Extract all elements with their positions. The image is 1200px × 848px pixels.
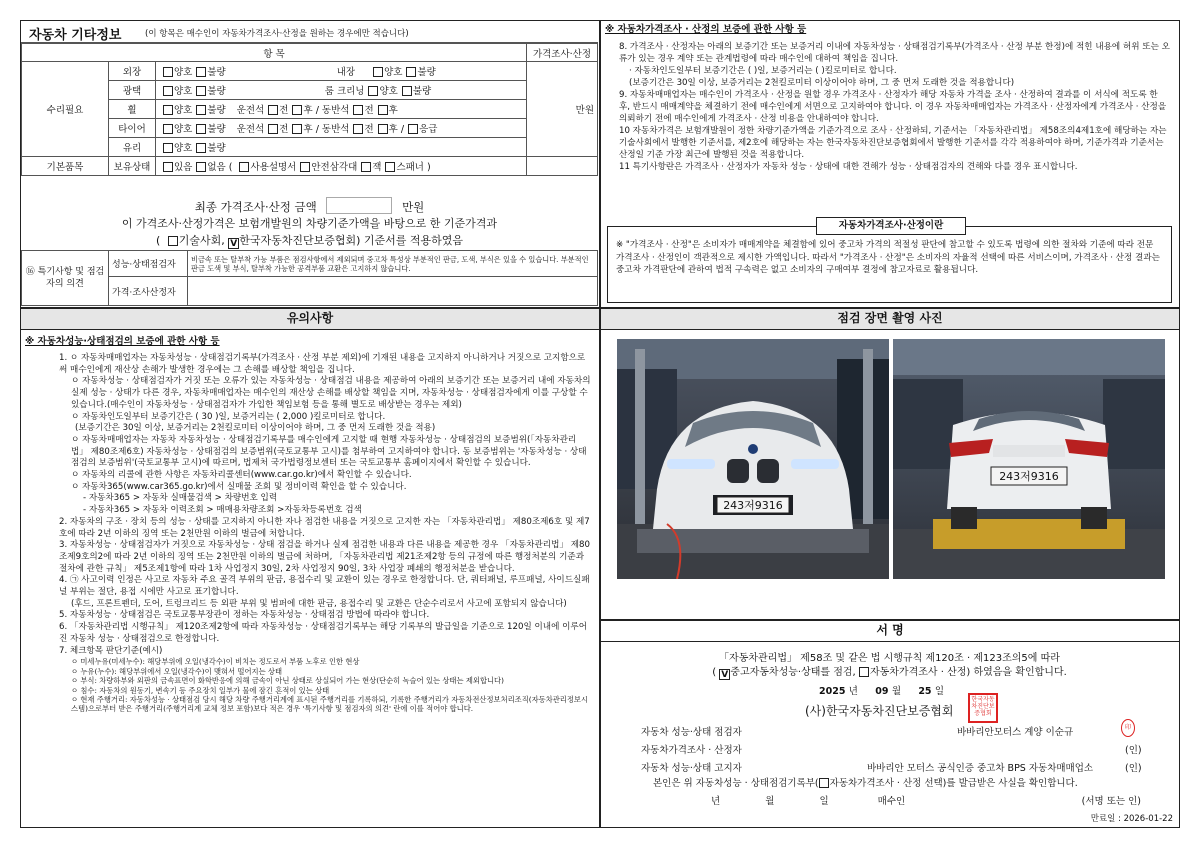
- note-4b: (후드, 프론트펜더, 도어, 트렁크리드 등 외판 부위 및 범퍼에 대한 판금, 용접수리 및 교환은 단순수리로서 사고에 포함되지 않습니다): [71, 598, 567, 609]
- wheel-passenger-rear-checkbox[interactable]: [378, 105, 388, 115]
- sig-date: 2025 년 09 월 25 일: [819, 686, 945, 697]
- notes-body: [59, 353, 591, 714]
- exterior-options: 양호 불량 내장 양호 불량: [156, 62, 527, 81]
- sig-price-label: 자동차가격조사 · 산정자: [641, 745, 742, 756]
- note-3: 3. 자동차성능 · 상태점검자가 거짓으로 자동차성능 · 상태 점검을 하거나 실제 점검한 내용과 다른 내용을 제공한 경우 「자동차관리법」 제80조제9호의2에 따라 2년 이하의 징역 또는 2천만원 이하의 벌금에 처하며, 「자동차관리법 제21조제2항 등의 규정에 따른 행정처분의 기준과 절차에 관한 규칙」 제5조제1항에 따라 1차 사업정지 30일, 2차 사업정지 90일, 3차 사업장 폐쇄의 행정처분을 받습니다.: [59, 540, 590, 574]
- final-price-label: 최종 가격조사·산정 금액: [194, 200, 317, 214]
- none-checkbox[interactable]: [196, 162, 206, 172]
- note-2: 2. 자동차의 구조 · 장치 등의 성능 · 상태를 고지하지 아니한 자나 점검한 내용을 거짓으로 고지한 자는 「자동차관리법」 제80조제6호 및 제7호에 따라 2년 이하의 징역 또는 2천만원 이하의 벌금에 처합니다.: [59, 516, 590, 539]
- note-7e: ㅇ 현재 주행거리: 자동차성능 · 상태점검 당시 해당 차량 주행거리계에 표시된 주행거리를 기록하되, 기록한 주행거리가 자동차전산정보처리조직(자동차관리정보시스템)으로부터 받은 주행거리(주행거리계 교체 정보 포함)보다 적은 경우 '특기사항 및 점검자의 의견' 란에 이를 적어야 합니다.: [71, 694, 588, 714]
- gloss-options: 양호 불량 룸 크리닝 양호 불량: [156, 81, 527, 100]
- rear-car-image: [893, 339, 1165, 579]
- notes-panel: [20, 308, 600, 828]
- front-car-image: [617, 339, 889, 579]
- sign-or-seal: (서명 또는 인): [1081, 796, 1141, 807]
- sig-inspector-name: 바바리안모터스 계양 이순규: [957, 727, 1074, 738]
- other-info-note: (이 항목은 매수인이 자동차가격조사·산정을 원하는 경우에만 적습니다): [145, 29, 409, 39]
- jack-checkbox[interactable]: [361, 162, 371, 172]
- col-price-header: 가격조사·산정: [527, 44, 598, 62]
- other-info-title: 자동차 기타정보: [29, 28, 122, 43]
- tire-driver-front-checkbox[interactable]: [268, 124, 278, 134]
- signature-header: 서 명: [601, 621, 1179, 642]
- have-checkbox[interactable]: [163, 162, 173, 172]
- price-warranty-panel: [600, 20, 1180, 308]
- interior-good-checkbox[interactable]: [373, 67, 383, 77]
- note-1g: ㅇ 자동차365(www.car365.go.kr)에서 실매물 조회 및 정비이력 확인을 할 수 있습니다.: [71, 481, 407, 492]
- notes-header: 유의사항: [21, 309, 599, 330]
- price-definition-title: 자동차가격조사·산정이란: [816, 217, 966, 235]
- expiry-date: 만료일 : 2026-01-22: [1090, 814, 1173, 824]
- receipt-price-checkbox[interactable]: [819, 778, 829, 788]
- price-item-8-b: (보증기간은 30일 이상, 보증거리는 2천킬로미터 이상이어야 하며, 그 중 먼저 도래한 것을 적용합니다): [629, 78, 1015, 88]
- sig-notifier-name: 바바리안 모터스 공식인증 중고차 BPS 자동차매매업소: [867, 763, 1094, 774]
- row-glass: 유리: [109, 138, 156, 157]
- repair-label: 수리필요: [22, 62, 109, 157]
- row-tire: 타이어: [109, 119, 156, 138]
- tire-good-checkbox[interactable]: [163, 124, 173, 134]
- room-clean-good-checkbox[interactable]: [368, 86, 378, 96]
- note-1b: ㅇ 자동차성능 · 상태점검자가 거짓 또는 오류가 있는 자동차성능 · 상태점검 내용을 제공하여 아래의 보증기간 또는 보증거리 내에 자동차의 실제 성능 · 상태가 다른 경우, 자동차매매업자는 매수인의 재산상 손해를 배상할 책임을 지며, 자동차성능 · 상태점검자에게 이를 구상할 수 있습니다.(매수인이 자동차성능 · 상태점검자가 가입한 책임보험 등을 통해 별도로 배상받는 경우는 제외): [71, 376, 591, 410]
- rear-plate-text: 243저9316: [999, 470, 1059, 483]
- note-6: 6. 「자동차관리법 시행규칙」 제120조제2항에 따라 자동차성능 · 상태점검기록부는 해당 기록부의 발급일을 기준으로 120일 이내에 이루어진 자동차 성능 · 상태점검으로 한정합니다.: [59, 622, 588, 644]
- note-1e: ㅇ 자동차매매업자는 자동차 자동차성능 · 상태점검기록부를 매수인에게 고지할 때 현행 자동차성능 · 상태점검의 보증범위(「자동차관리법」 제80조제6호) 자동차성능 · 상태점검의 보증범위(국토교통부 고시)를 첨부하여 고지하여야 합니다. 동 보증범위는 '자동차성능 · 상태점검의 보증범위'(국토교통부 고시)에 따르며, 법제처 국가법령정보센터 또는 국토교통부 홈페이지에서 확인할 수 있습니다.: [71, 434, 587, 469]
- inspector-seal: 印: [1121, 719, 1135, 737]
- tire-passenger-front-checkbox[interactable]: [353, 124, 363, 134]
- wheel-passenger-front-checkbox[interactable]: [353, 105, 363, 115]
- note-1a: 1. ㅇ 자동차매매업자는 자동차성능 · 상태점검기록부(가격조사 · 산정 부분 제외)에 기재된 내용을 고지하지 아니하거나 거짓으로 고지함으로써 매수인에게 재산상 손해가 발생한 경우에는 그 손해를 배상할 책임을 집니다.: [59, 353, 586, 375]
- photos-header: 점검 장면 촬영 사진: [601, 309, 1179, 330]
- glass-options: 양호 불량: [156, 138, 527, 157]
- price-item-10: 10 자동차가격은 보험개발원이 정한 차량기준가액을 기준가격으로 조사 · 산정하되, 기준서는 「자동차관리법」 제58조의4제1호에 해당하는 자는 기술사회에서 발행한 기준서를, 제2호에 해당하는 자는 한국자동차진단보증협회에서 발행한 기준서를 각각 적용하여야 하며, 기준가격과 기준서는 산정일 기준 가장 최근에 발행된 것을 적용합니다.: [619, 126, 1167, 160]
- row-room-clean: 룸 크리닝: [324, 86, 365, 97]
- gloss-bad-checkbox[interactable]: [196, 86, 206, 96]
- notes-title: ※ 자동차성능·상태점검의 보증에 관한 사항 등: [25, 336, 220, 347]
- note-7d: ㅇ 침수: 자동차의 원동기, 변속기 등 주요장치 일부가 물에 잠긴 흔적이 있는 상태: [71, 685, 330, 695]
- front-plate-text: 243저9316: [723, 499, 783, 512]
- sig-confirm-line: ( V 중고자동차성능·상태를 점검, 자동차가격조사 · 산정) 하였음을 확인합니다.: [712, 667, 1067, 680]
- performance-check-checkbox-checked[interactable]: V: [719, 669, 730, 680]
- price-item-8-a: · 자동차인도일부터 보증기간은 ( )일, 보증거리는 ( )킬로미터로 합니다.: [629, 66, 897, 76]
- sig-law-text: 「자동차관리법」 제58조 및 같은 법 시행규칙 제120조 · 제123조의5에 따라: [719, 653, 1060, 664]
- tire-passenger-rear-checkbox[interactable]: [378, 124, 388, 134]
- glass-good-checkbox[interactable]: [163, 143, 173, 153]
- price-inspector-text: [188, 277, 598, 306]
- perf-inspector-text: 비금속 또는 탈부착 가능 부품은 점검사항에서 제외되며 중고차 특성상 부분적인 판금, 도색, 부식은 있을 수 있습니다. 부분적인 판금 도색 및 부식, 탈부착 가능한 공격부품 교환은 고지하지 않습니다.: [188, 251, 598, 277]
- price-unit-won: 만원: [527, 62, 598, 157]
- manual-checkbox[interactable]: [239, 162, 249, 172]
- exterior-good-checkbox[interactable]: [163, 67, 173, 77]
- front-inspection-photo: [617, 339, 889, 579]
- price-warranty-title: ※ 자동차가격조사 · 산정의 보증에 관한 사항 등: [605, 24, 807, 35]
- row-gloss: 광택: [109, 81, 156, 100]
- kadia-checkbox-checked[interactable]: V: [228, 238, 239, 249]
- wheel-driver-rear-checkbox[interactable]: [292, 105, 302, 115]
- tire-driver-rear-checkbox[interactable]: [292, 124, 302, 134]
- sig-price-seal: (인): [1125, 745, 1142, 756]
- room-clean-bad-checkbox[interactable]: [402, 86, 412, 96]
- note-1f: ㅇ 자동차의 리콜에 관한 사항은 자동차리콜센터(www.car.go.kr)에서 확인할 수 있습니다.: [71, 470, 412, 481]
- note-1h: - 자동차365 > 자동차 실매물검색 > 차량번호 입력: [83, 493, 278, 504]
- sig-org: (사)한국자동차진단보증협회: [805, 704, 954, 718]
- photos-panel: [600, 308, 1180, 620]
- basic-items-options: 있음 없음 ( 사용설명서 안전삼각대 잭 스패너 ): [156, 157, 527, 176]
- triangle-checkbox[interactable]: [300, 162, 310, 172]
- tire-emergency-checkbox[interactable]: [408, 124, 418, 134]
- interior-bad-checkbox[interactable]: [406, 67, 416, 77]
- perf-inspector-label: 성능·상태점검자: [109, 251, 188, 277]
- sig-notifier-seal: (인): [1125, 763, 1142, 774]
- basic-items-label: 기본품목: [22, 157, 109, 176]
- sig-notifier-label: 자동차 성능·상태 고지자: [641, 763, 742, 774]
- spanner-checkbox[interactable]: [385, 162, 395, 172]
- note-7a: ㅇ 미세누유(미세누수): 해당부위에 오일(냉각수)이 비치는 정도로서 부품 노후로 인한 현상: [71, 657, 360, 667]
- sig-receipt-line: 본인은 위 자동차성능 · 상태점검기록부( 자동차가격조사 · 산정 선택)를 발급받은 사실을 확인합니다.: [653, 778, 1078, 789]
- other-info-table: [21, 43, 598, 176]
- note-1i: - 자동차365 > 자동차 이력조회 > 매매용차량조회 >자동차등록번호 검색: [83, 505, 362, 516]
- note-7b: ㅇ 누유(누수): 해당부위에서 오일(냉각수)이 맺혀서 떨어지는 상태: [71, 666, 283, 676]
- stamp-text: 한국자동차진단보증협회: [971, 696, 995, 717]
- tire-bad-checkbox[interactable]: [196, 124, 206, 134]
- note-7c: ㅇ 부식: 차량하부와 외판의 금속표면이 화학반응에 의해 금속이 아닌 상태로 상실되어 가는 현상(단순히 녹슬어 있는 상태는 제외합니다): [71, 676, 504, 686]
- final-price-input[interactable]: [326, 197, 392, 214]
- final-price-unit: 만원: [402, 200, 425, 214]
- price-inspector-label: 가격·조사산정자: [109, 277, 188, 306]
- wheel-bad-checkbox[interactable]: [196, 105, 206, 115]
- wheel-options: 양호 불량 운전석 전 후 / 동반석 전 후: [156, 100, 527, 119]
- price-warranty-items: [619, 41, 1171, 173]
- exterior-bad-checkbox[interactable]: [196, 67, 206, 77]
- special-notes-table: [21, 250, 598, 306]
- standard-options: ( 기술사회, V 한국자동차진단보증협회) 기준서를 적용하였음: [155, 234, 464, 249]
- sig-buyer-row: 년 월 일 매수인 (서명 또는 인): [711, 793, 1171, 807]
- price-item-8: 8. 가격조사 · 산정자는 아래의 보증기간 또는 보증거리 이내에 자동차성능 · 상태점검기록부(가격조사 · 산정 부분 한정)에 적힌 내용에 허위 또는 오류가 있는 경우 계약 또는 관계법령에 따라 매수인에 대하여 책임을 집니다.: [619, 42, 1170, 64]
- row-wheel: 휠: [109, 100, 156, 119]
- price-definition-text: ※ "가격조사 · 산정"은 소비자가 매매계약을 체결함에 있어 중고차 가격의 적절성 판단에 참고할 수 있도록 법령에 의한 절차와 기준에 따라 전문 가격조사 · 산정인이 객관적으로 제시한 가액입니다. 따라서 "가격조사 · 산정"은 소비자의 자율적 선택에 따른 서비스이며, 가격조사 · 산정 결과는 중고차 가격판단에 관하여 법적 구속력은 없고 소비자의 구매여부 결정에 참고자료로 활용됩니다.: [616, 240, 1160, 275]
- final-price-row: [21, 197, 598, 215]
- tech-society-checkbox[interactable]: [168, 236, 178, 246]
- note-7: 7. 체크항목 판단기준(예시): [59, 645, 163, 656]
- glass-bad-checkbox[interactable]: [196, 143, 206, 153]
- price-definition-box: [607, 220, 1172, 303]
- buyer-label: 매수인: [877, 796, 906, 807]
- col-item-header: 항 목: [22, 44, 527, 62]
- sig-inspector-label: 자동차 성능·상태 점검자: [641, 727, 742, 738]
- vehicle-other-info-panel: [20, 20, 600, 308]
- wheel-driver-front-checkbox[interactable]: [268, 105, 278, 115]
- row-interior: 내장: [336, 67, 356, 78]
- note-4: 4. ㉠ 사고이력 인정은 사고로 자동차 주요 골격 부위의 판금, 용접수리 및 교환이 있는 경우로 한정합니다. 단, 쿼터패널, 루프패널, 사이드실패널 부위는 절단, 용접 시에만 사고로 표기합니다.: [59, 575, 590, 598]
- rear-inspection-photo: [893, 339, 1165, 579]
- other-info-title-bar: [21, 21, 598, 43]
- note-7-criteria: [59, 657, 591, 713]
- association-stamp: [968, 693, 998, 723]
- signature-panel: [600, 620, 1180, 828]
- price-item-11: 11 특기사항란은 가격조사 · 산정자가 자동차 성능 · 상태에 대한 견해가 성능 · 상태점검자의 견해와 다를 경우 표시합니다.: [619, 162, 1078, 172]
- price-item-9: 9. 자동차매매업자는 매수인이 가격조사 · 산정을 원할 경우 가격조사 · 산정자가 해당 자동차 가격을 조사 · 산정하여 결과를 이 서식에 적도록 한 후, 반드시 매매계약을 체결하기 전에 매수인에게 서면으로 고지하여야 합니다. 이 경우 자동차매매업자는 가격조사 · 산정자에게 가격조사 · 산정을 의뢰하기 전에 매수인에게 가격조사 · 산정 비용을 안내하여야 합니다.: [619, 90, 1167, 124]
- row-exterior: 외장: [109, 62, 156, 81]
- standard-text: 이 가격조사·산정가격은 보험개발원의 차량기준가액을 바탕으로 한 기준가격과: [121, 217, 498, 230]
- special-notes-label: ⑯ 특기사항 및 점검자의 의견: [22, 251, 109, 306]
- price-check-checkbox[interactable]: [859, 667, 869, 677]
- gloss-good-checkbox[interactable]: [163, 86, 173, 96]
- note-1d: (보증기간은 30일 이상, 보증거리는 2천킬로미터 이상이어야 하며, 그 중 먼저 도래한 것을 적용): [75, 423, 436, 434]
- wheel-good-checkbox[interactable]: [163, 105, 173, 115]
- possession-label: 보유상태: [109, 157, 156, 176]
- note-1c: ㅇ 자동차인도일부터 보증기간은 ( 30 )일, 보증거리는 ( 2,000 )킬로미터로 합니다.: [71, 411, 386, 422]
- tire-options: 양호 불량 운전석 전 후 / 동반석 전 후 / 응급: [156, 119, 527, 138]
- note-5: 5. 자동차성능 · 상태점검은 국토교통부장관이 정하는 자동차성능 · 상태점검 방법에 따라야 합니다.: [59, 610, 430, 621]
